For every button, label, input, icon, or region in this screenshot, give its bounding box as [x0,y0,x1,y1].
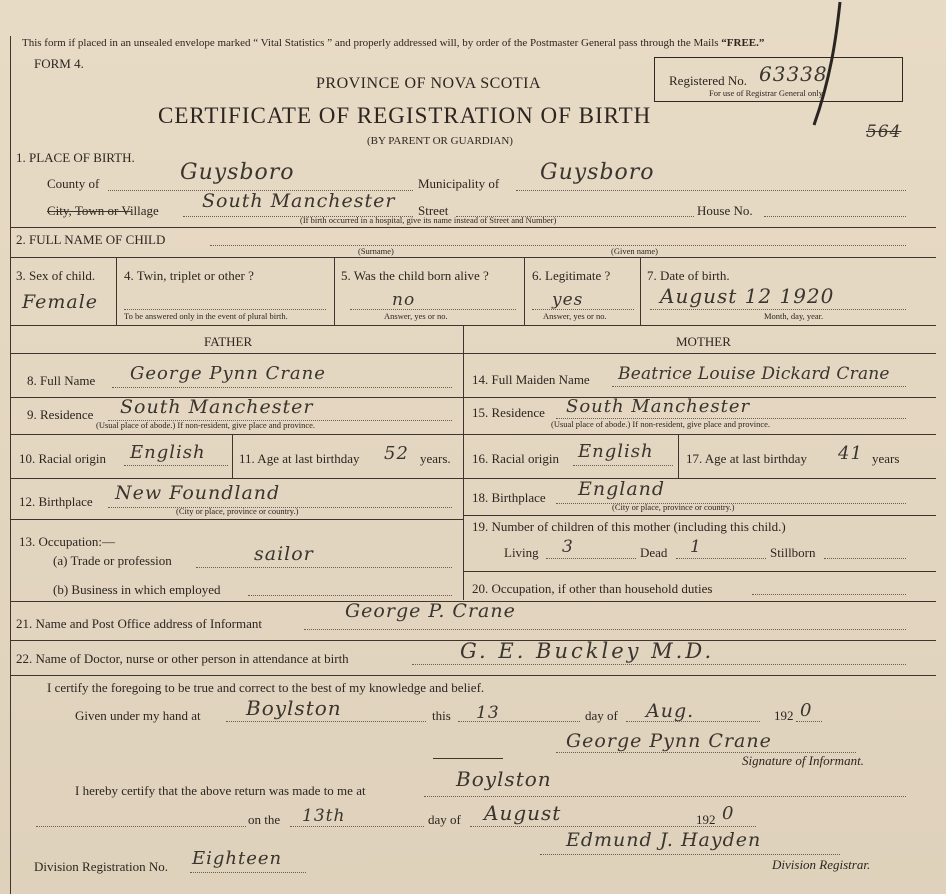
county-value: Guysboro [180,160,295,185]
doctor-line [412,664,906,665]
mother-rule-4 [463,515,936,516]
dead-value: 1 [690,537,702,557]
father-name-value: George Pynn Crane [130,363,326,384]
father-residence-value: South Manchester [120,396,314,418]
mother-name-label: 14. Full Maiden Name [472,372,590,387]
date-value: August 12 1920 [660,284,835,308]
father-years: years. [420,451,451,466]
street-label: Street [418,203,449,218]
place-of-birth-label: 1. PLACE OF BIRTH. [16,150,135,165]
registrar-year-prefix: 192 [696,812,716,827]
given-year-line [796,721,822,722]
page-title: CERTIFICATE OF REGISTRATION OF BIRTH [158,103,652,128]
corner-mark: 564 [866,122,902,142]
registrar-day-line [290,826,424,827]
rule-4 [10,353,936,354]
division-line [190,872,306,873]
registered-label: Registered No. [669,73,747,88]
legitimate-line [532,309,634,310]
trade-label: (a) Trade or profession [53,553,172,568]
mother-birthplace-note: (City or place, province or country.) [612,502,735,512]
mother-occupation-label: 20. Occupation, if other than household duties [472,581,713,596]
father-name-line [112,387,452,388]
business-line [248,595,452,596]
row3-div-3 [524,257,525,325]
father-age-divider [232,434,233,478]
mother-racial-line [573,465,673,466]
mother-age-label: 17. Age at last birthday [686,451,807,466]
date-note: Month, day, year. [764,311,824,321]
given-month: Aug. [646,700,695,722]
parents-divider [463,325,464,600]
father-racial-value: English [130,442,206,463]
father-heading: FATHER [204,334,253,349]
province-heading: PROVINCE OF NOVA SCOTIA [316,75,542,92]
father-birthplace-label: 12. Birthplace [19,494,93,509]
dead-label: Dead [640,545,668,560]
living-value: 3 [562,537,574,557]
informant-value: George P. Crane [345,600,516,622]
father-rule-2 [10,434,463,435]
form-number: FORM 4. [34,56,84,71]
street-note: (If birth occurred in a hospital, give its name instead of Street and Number) [300,215,557,225]
mother-racial-value: English [578,441,654,462]
father-residence-label: 9. Residence [27,407,94,422]
given-year-suffix: 0 [800,700,813,721]
date-label: 7. Date of birth. [647,268,730,283]
page-subtitle: (BY PARENT OR GUARDIAN) [367,135,513,147]
informant-signature: George Pynn Crane [566,730,772,752]
mother-name-value: Beatrice Louise Dickard Crane [618,364,890,384]
informant-line [304,629,906,630]
date-line [650,309,906,310]
registrar-place-line [424,796,906,797]
given-label: Given under my hand at [75,708,201,723]
alive-note: Answer, yes or no. [384,311,448,321]
division-value: Eighteen [192,848,283,869]
twin-line [124,309,326,310]
business-label: (b) Business in which employed [53,582,221,597]
given-day: 13 [476,703,500,723]
father-racial-line [124,465,228,466]
certify-statement: I certify the foregoing to be true and correct to the best of my knowledge and belief. [47,680,485,695]
mother-rule-2 [463,434,936,435]
stillborn-line [824,558,906,559]
registrar-month: August [484,801,562,825]
father-rule-4 [10,519,463,520]
father-rule-3 [10,478,463,479]
father-residence-note: (Usual place of abode.) If non-resident, give place and province. [96,420,316,430]
father-age-value: 52 [384,443,409,464]
mother-heading: MOTHER [676,334,731,349]
legitimate-value: yes [552,290,584,310]
given-place: Boylston [246,696,342,720]
municipality-label: Municipality of [418,176,500,191]
rule-1 [10,227,936,228]
municipality-value: Guysboro [540,160,655,185]
stillborn-label: Stillborn [770,545,816,560]
city-strike [47,211,131,212]
father-racial-label: 10. Racial origin [19,451,107,466]
house-label: House No. [697,203,753,218]
given-year-prefix: 192 [774,708,794,723]
mother-age-value: 41 [838,443,863,464]
father-birthplace-note: (City or place, province or country.) [176,506,299,516]
mother-years: years [872,451,900,466]
given-day-of: day of [585,708,618,723]
registrar-place: Boylston [456,767,552,791]
registrar-signature-line [540,854,840,855]
mother-occupation-line [752,594,906,595]
short-rule [433,758,503,759]
rule-2 [10,257,936,258]
county-label: County of [47,176,100,191]
child-name-label: 2. FULL NAME OF CHILD [16,232,166,247]
mother-rule-5 [463,571,936,572]
twin-note: To be answered only in the event of plural birth. [124,311,288,321]
father-age-label: 11. Age at last birthday [239,451,360,466]
living-line [546,558,636,559]
row3-div-2 [334,257,335,325]
city-value: South Manchester [202,190,396,212]
mother-residence-note: (Usual place of abode.) If non-resident, give place and province. [551,419,771,429]
alive-line [350,309,516,310]
registrar-day: 13th [302,806,346,826]
surname-label: (Surname) [358,246,394,256]
municipality-line [516,190,906,191]
registrar-signature-label: Division Registrar. [772,857,871,872]
row3-div-1 [116,257,117,325]
ink-stroke [800,0,850,130]
registered-number: 63338 [759,62,828,86]
rule-3 [10,325,936,326]
twin-label: 4. Twin, triplet or other ? [124,268,254,283]
division-label: Division Registration No. [34,859,168,874]
registrar-signature: Edmund J. Hayden [566,829,762,851]
mother-birthplace-value: England [578,478,666,500]
registrar-statement: I hereby certify that the above return was made to me at [75,783,366,798]
on-the-label: on the [248,812,281,827]
registrar-year-suffix: 0 [722,803,735,824]
this-label: this [432,708,451,723]
doctor-value: G. E. Buckley M.D. [460,639,715,663]
mother-rule-3 [463,478,936,479]
sex-value: Female [22,291,99,313]
informant-signature-label: Signature of Informant. [742,753,864,768]
children-label: 19. Number of children of this mother (including this child.) [472,519,786,534]
given-name-label: (Given name) [611,246,658,256]
alive-value: no [392,290,416,310]
trade-value: sailor [254,543,314,565]
father-name-label: 8. Full Name [27,373,96,388]
mother-age-divider [678,434,679,478]
sex-label: 3. Sex of child. [16,268,96,283]
mother-birthplace-label: 18. Birthplace [472,490,546,505]
given-place-line [226,721,426,722]
legitimate-note: Answer, yes or no. [543,311,607,321]
father-birthplace-value: New Foundland [115,482,281,504]
rule-7 [10,675,936,676]
registration-box [654,57,903,102]
mother-name-line [612,386,906,387]
row3-div-4 [640,257,641,325]
city-label: City, Town or Village [47,203,159,218]
registrar-day-of: day of [428,812,461,827]
registrar-left-line [36,826,246,827]
free-label: “FREE.” [721,37,765,49]
mother-racial-label: 16. Racial origin [472,451,560,466]
occupation-label: 13. Occupation:— [19,534,116,549]
legitimate-label: 6. Legitimate ? [532,268,611,283]
doctor-label: 22. Name of Doctor, nurse or other person in attendance at birth [16,651,349,666]
mail-notice: This form if placed in an unsealed envelope marked “ Vital Statistics ” and properly addressed will, by order of the Postmaster General pass through the Mails “FREE.” [22,37,765,49]
alive-label: 5. Was the child born alive ? [341,268,489,283]
dead-line [676,558,766,559]
left-border [10,36,11,894]
trade-line [196,567,452,568]
living-label: Living [504,545,539,560]
informant-label: 21. Name and Post Office address of Informant [16,616,262,631]
mother-residence-label: 15. Residence [472,405,545,420]
child-name-line [210,245,906,246]
house-line [764,216,906,217]
mother-residence-value: South Manchester [566,396,751,417]
registrar-use-note: For use of Registrar General only. [709,88,825,98]
